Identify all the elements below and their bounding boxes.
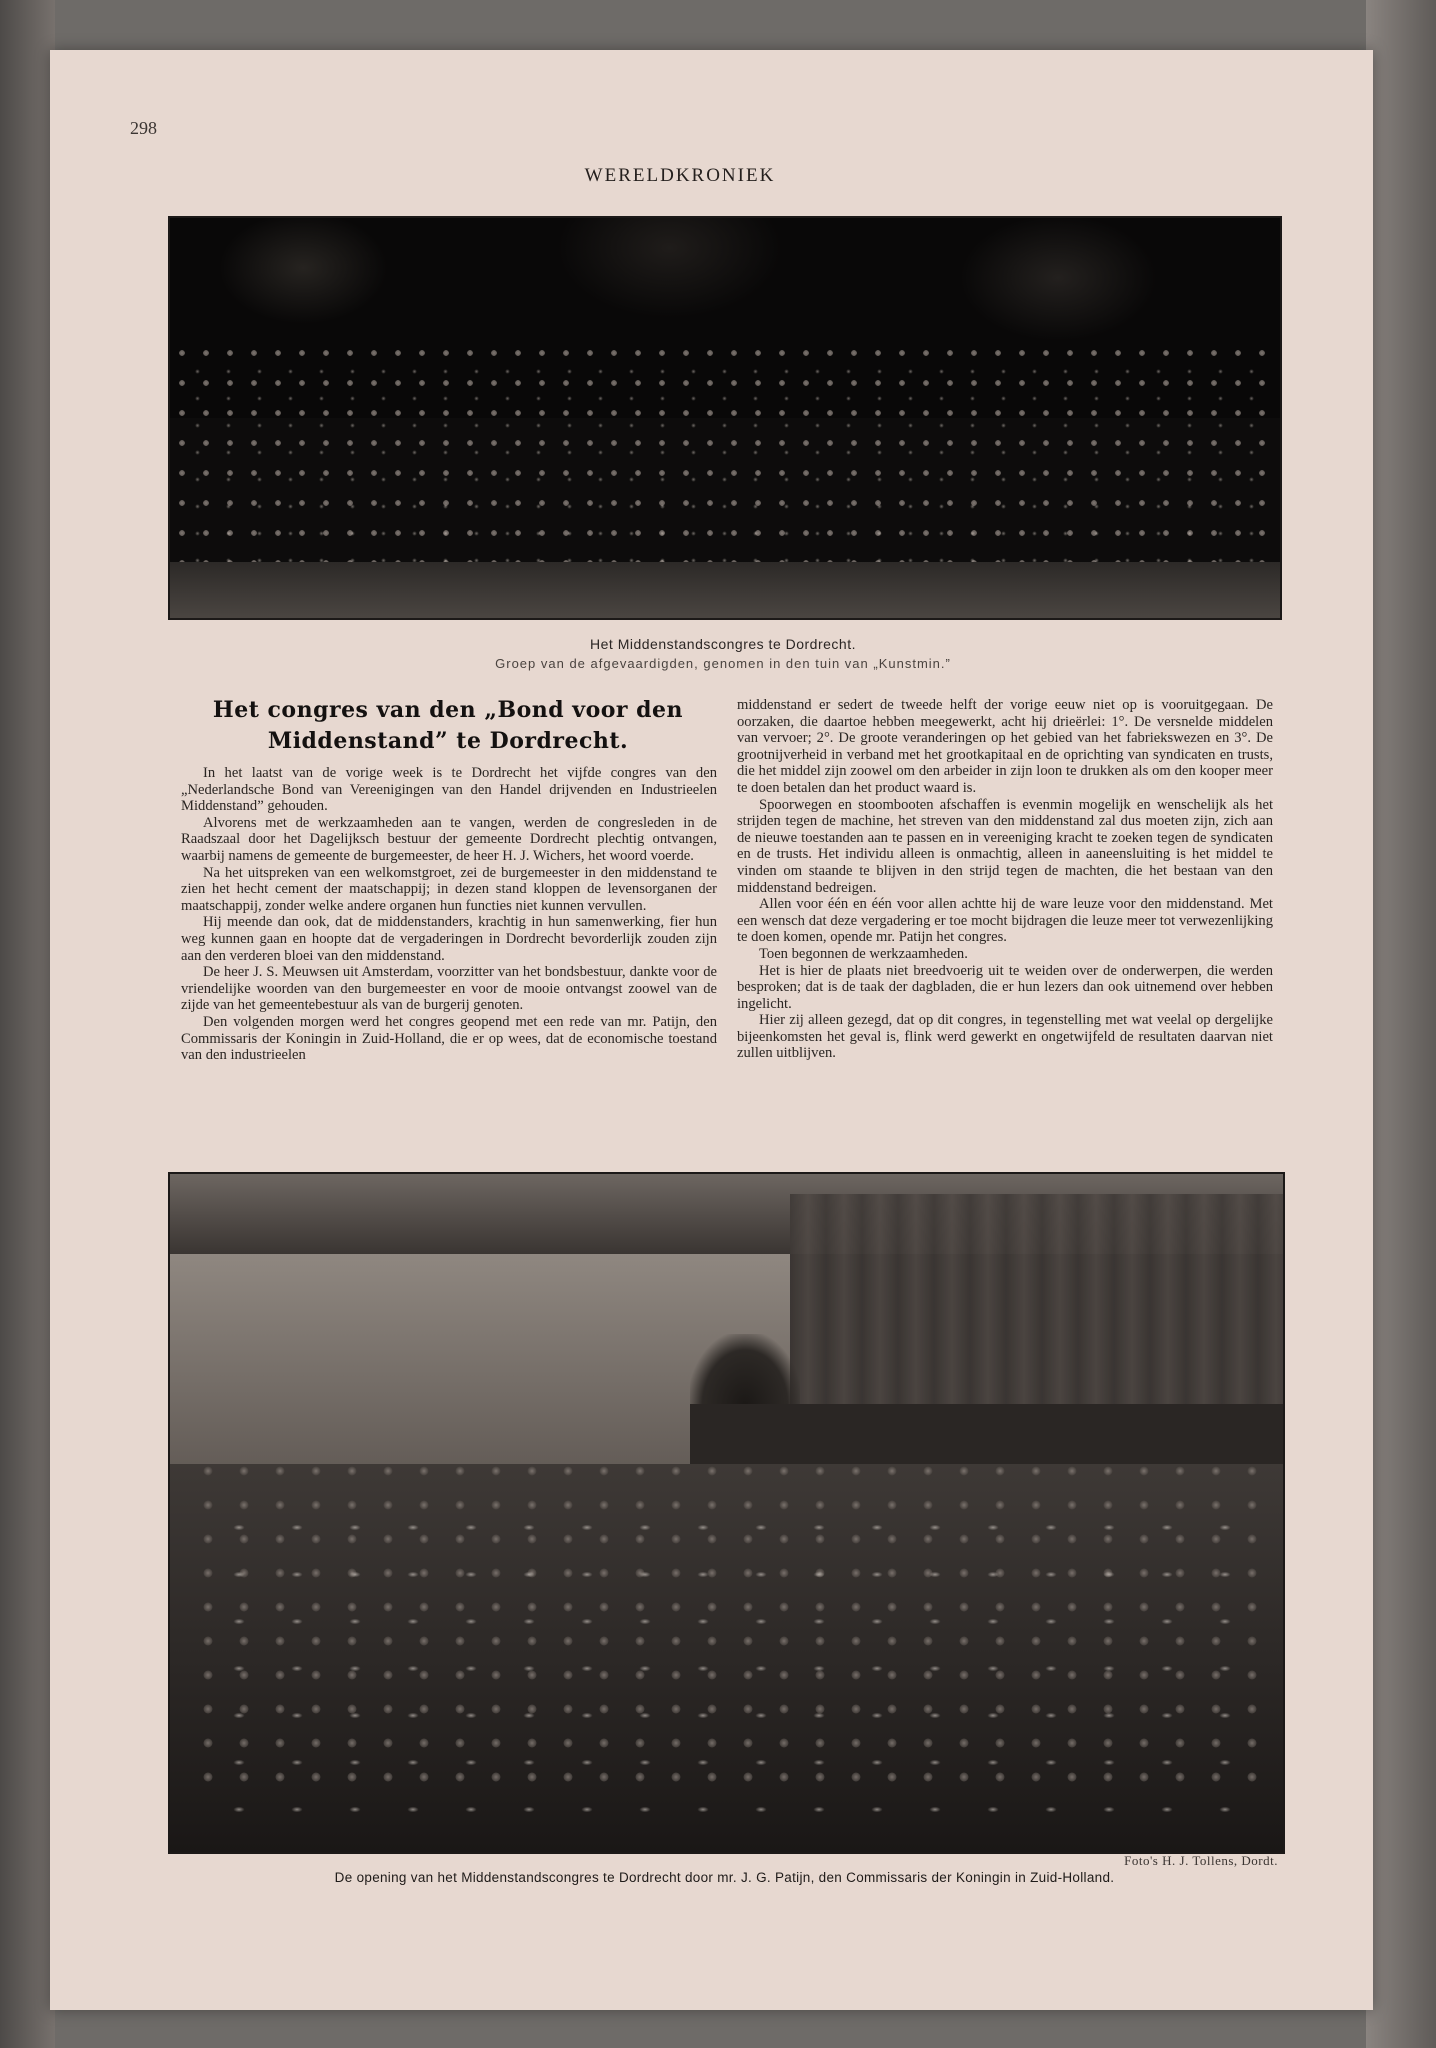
article-column-right — [737, 697, 1273, 1062]
article-column-left — [181, 765, 717, 1064]
group-photo — [168, 216, 1282, 620]
congress-photo-caption: De opening van het Middenstandscongres te Dordrecht door mr. J. G. Patijn, den Commissaris der Koningin in Zuid-Holland. — [334, 1870, 1115, 1885]
backdrop-right — [1366, 0, 1436, 2048]
paragraph: Spoorwegen en stoombooten afschaffen is evenmin mogelijk en wenschelijk als het strijden tegen de machine, het streven van den middenstand zal dus moeten zijn, zich aan de nieuwe toestanden aan te passen en in vereeniging kracht te zoeken tegen de syndicaten en de trusts. Het individu alleen is onmachtig, alleen in aaneensluiting is het middel te vinden om staande te blijven in den strijd tegen de machten, die het bestaan van den middenstand bedreigen. — [737, 796, 1273, 896]
photo-credit: Foto's H. J. Tollens, Dordt. — [1124, 1853, 1278, 1868]
caption-subtitle: Groep van de afgevaardigden, genomen in den tuin van „Kunstmin.” — [495, 656, 951, 671]
paragraph: Het is hier de plaats niet breedvoerig uit te weiden over de onderwerpen, die werden besproken; dat is de taak der dagbladen, die er hun lezers dan ook uitnemend over hebben ingelicht. — [737, 962, 1273, 1012]
paragraph: middenstand er sedert de tweede helft der vorige eeuw niet op is vooruitgegaan. De oorzaken, die daartoe hebben meegewerkt, acht hij drieërlei: 1°. De versnelde middelen van vervoer; 2°. De groote veranderingen op het gebied van het fabriekswezen en 3°. De grootnijverheid in verband met het grootkapitaal en de oprichting van syndicaten en trusts, die het middel zijn zoowel om den arbeider in zijn loon te drukken als om den kooper meer te doen betalen dan het product waard is. — [737, 697, 1273, 796]
photo-papers — [210, 1504, 1243, 1812]
group-photo-caption — [168, 636, 1278, 671]
paragraph: Alvorens met de werkzaamheden aan te vangen, werden de congresleden in de Raadszaal door het Dagelijksch bestuur der gemeente Dordrecht plechtig ontvangen, waarbij namens de gemeente de burgemeester, de heer H. J. Wichers, het woord voerde. — [181, 814, 717, 864]
paragraph: Hij meende dan ook, dat de middenstanders, krachtig in hun samenwerking, fier hun weg kunnen gaan en hoopte dat de vergaderingen in Dordrecht bevorderlijk zouden zijn aan den verderen bloei van den middenstand. — [181, 914, 717, 964]
paragraph: Allen voor één en één voor allen achtte hij de ware leuze voor den middenstand. Met een wensch dat deze vergadering er toe mocht bijdragen die leuze meer tot verwezenlijking te doen komen, opende mr. Patijn het congres. — [737, 896, 1273, 946]
paragraph: De heer J. S. Meuwsen uit Amsterdam, voorzitter van het bondsbestuur, dankte voor de vriendelijke woorden van den burgemeester en voor de mooie ontvangst zoowel van de zijde van het gemeentebestuur als van de burgerij genoten. — [181, 964, 717, 1014]
paragraph: Hier zij alleen gezegd, dat op dit congres, in tegenstelling met wat veelal op dergelijke bijeenkomsten het geval is, flink werd gewerkt en ongetwijfeld de resultaten daarvan niet zullen uitblijven. — [737, 1012, 1273, 1062]
photo-lawn — [170, 562, 1280, 618]
running-head: WERELDKRONIEK — [584, 165, 776, 186]
paragraph: In het laatst van de vorige week is te Dordrecht het vijfde congres van den „Nederlandsche Bond van Vereenigingen van den Handel drijvenden en Industrieelen Middenstand” gehouden. — [181, 765, 717, 815]
page-number: 298 — [130, 118, 157, 138]
caption-title: Het Middenstandscongres te Dordrecht. — [590, 636, 856, 652]
photo-crowd-highlights — [182, 358, 1268, 578]
paragraph: Na het uitspreken van een welkomstgroet, zei de burgemeester in den middenstand te zien het hecht cement der maatschappij; in dezen stand kloppen de levensorganen der maatschappij, zonder welke andere organen hun functies niet kunnen vervullen. — [181, 864, 717, 914]
article-headline: Het congres van den „Bond voor den Middenstand” te Dordrecht. — [212, 697, 684, 754]
congress-hall-photo — [168, 1172, 1285, 1854]
paragraph: Toen begonnen de werkzaamheden. — [759, 945, 968, 962]
paragraph: Den volgenden morgen werd het congres geopend met een rede van mr. Patijn, den Commissaris der Koningin in Zuid-Holland, die er op wees, dat de economische toestand van den industrieelen — [181, 1013, 717, 1064]
backdrop-left — [0, 0, 55, 2048]
